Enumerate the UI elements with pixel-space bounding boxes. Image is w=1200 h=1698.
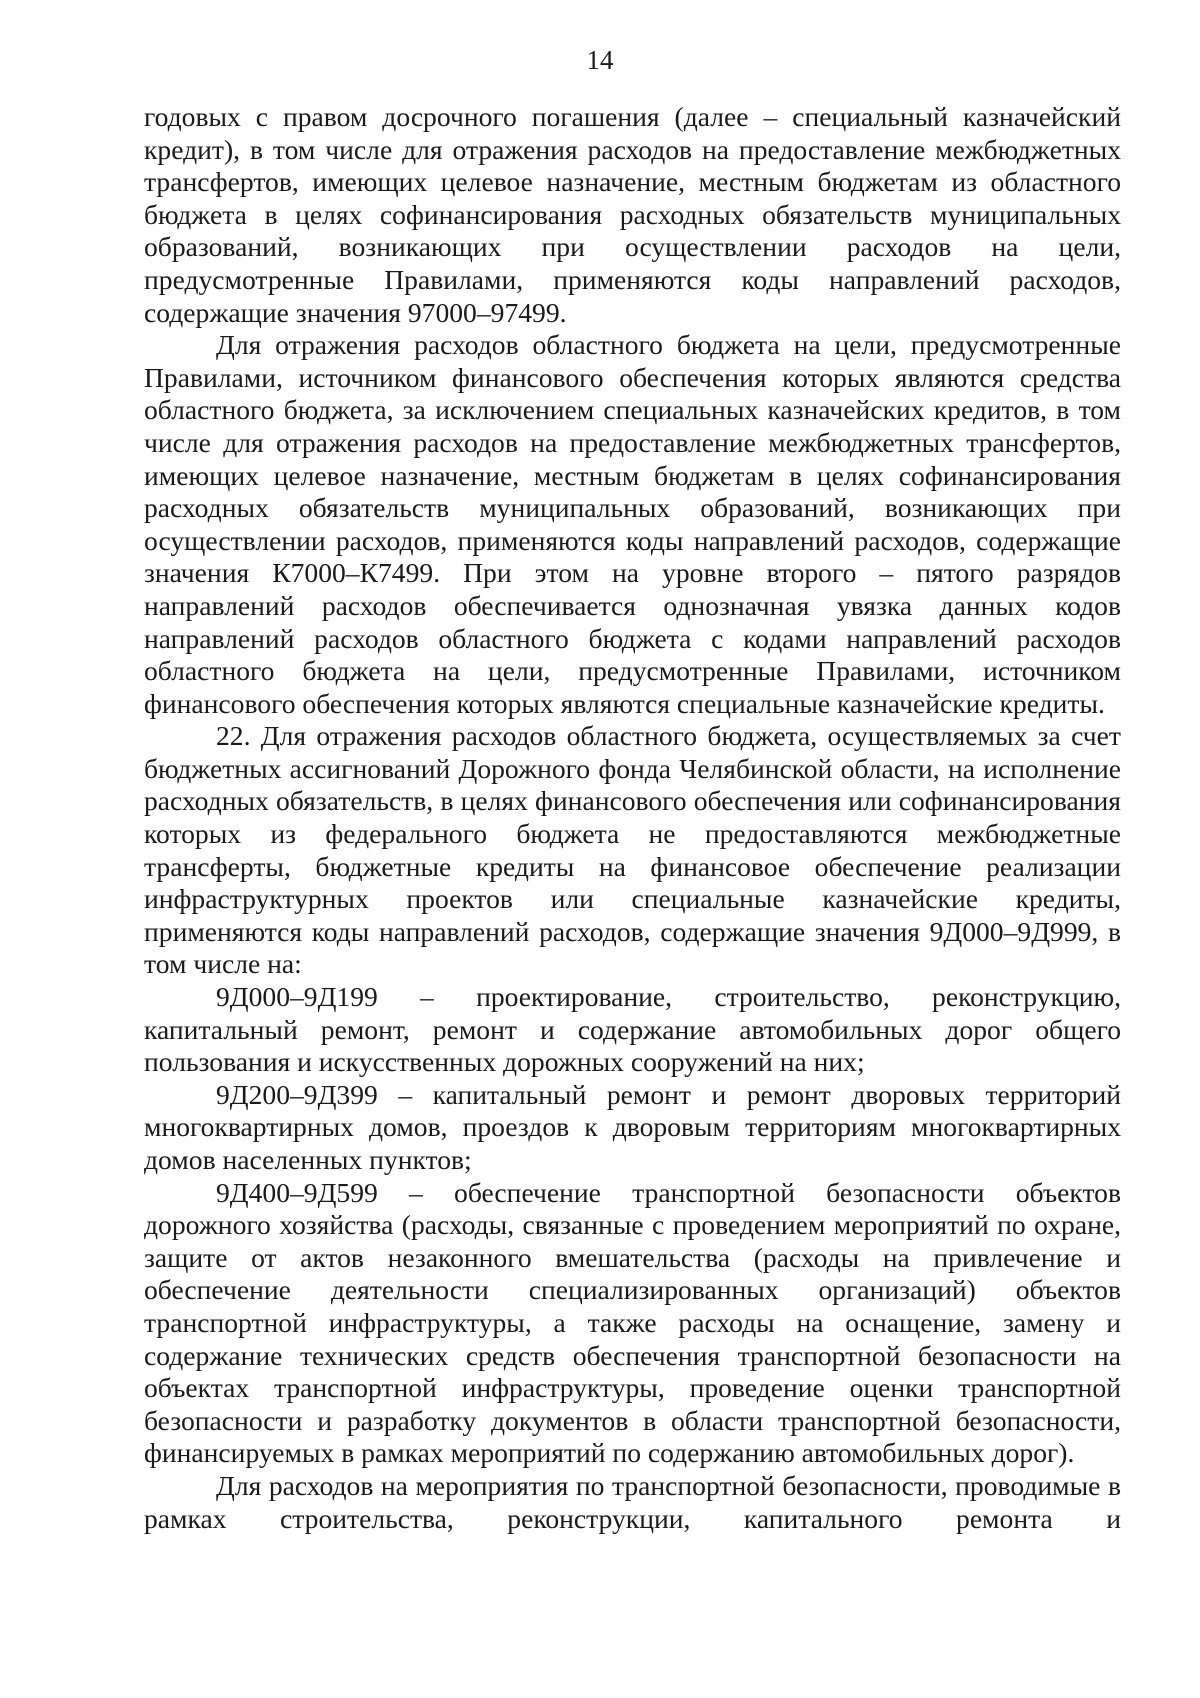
- paragraph-transport-security-continues: Для расходов на мероприятия по транспортной безопасности, проводимые в рамках строительства, реконструкции, капитального ремонта и: [144, 1469, 1121, 1534]
- paragraph-regional-budget-expenses: Для отражения расходов областного бюджета на цели, предусмотренные Правилами, источником финансового обеспечения которых являются средства областного бюджета, за исключением специальных казначейских кредитов, в том числе для отражения расходов на предоставление межбюджетных трансфертов, имеющих целевое назначение, местным бюджетам в целях софинансирования расходных обязательств муниципальных образований, возникающих при осуществлении расходов, применяются коды направлений расходов, содержащие значения К7000–К7499. При этом на уровне второго – пятого разрядов направлений расходов обеспечивается однозначная увязка данных кодов направлений расходов областного бюджета с кодами направлений расходов областного бюджета на цели, предусмотренные Правилами, источником финансового обеспечения которых являются специальные казначейские кредиты.: [144, 329, 1121, 719]
- paragraph-item-22-road-fund: 22. Для отражения расходов областного бюджета, осуществляемых за счет бюджетных ассигнований Дорожного фонда Челябинской области, на исполнение расходных обязательств, в целях финансового обеспечения или софинансирования которых из федерального бюджета не предоставляются межбюджетные трансферты, бюджетные кредиты на финансовое обеспечение реализации инфраструктурных проектов или специальные казначейские кредиты, применяются коды направлений расходов, содержащие значения 9Д000–9Д999, в том числе на:: [144, 720, 1121, 980]
- paragraph-code-range-9d400: 9Д400–9Д599 – обеспечение транспортной безопасности объектов дорожного хозяйства (расходы, связанные с проведением мероприятий по охране, защите от актов незаконного вмешательства (расходы на привлечение и обеспечение деятельности специализированных организаций) объектов транспортной инфраструктуры, а также расходы на оснащение, замену и содержание технических средств обеспечения транспортной безопасности на объектах транспортной инфраструктуры, проведение оценки транспортной безопасности и разработку документов в области транспортной безопасности, финансируемых в рамках мероприятий по содержанию автомобильных дорог).: [144, 1176, 1121, 1469]
- page-number: 14: [586, 45, 614, 75]
- paragraph-code-range-9d200: 9Д200–9Д399 – капитальный ремонт и ремонт дворовых территорий многоквартирных домов, проездов к дворовым территориям многоквартирных домов населенных пунктов;: [144, 1078, 1121, 1175]
- document-body: [144, 101, 1121, 1535]
- paragraph-code-range-9d000: 9Д000–9Д199 – проектирование, строительство, реконструкцию, капитальный ремонт, ремонт и содержание автомобильных дорог общего пользования и искусственных дорожных сооружений на них;: [144, 981, 1121, 1078]
- paragraph-kazna-credit-continuation: годовых с правом досрочного погашения (далее – специальный казначейский кредит), в том числе для отражения расходов на предоставление межбюджетных трансфертов, имеющих целевое назначение, местным бюджетам из областного бюджета в целях софинансирования расходных обязательств муниципальных образований, возникающих при осуществлении расходов на цели, предусмотренные Правилами, применяются коды направлений расходов, содержащие значения 97000–97499.: [144, 101, 1121, 328]
